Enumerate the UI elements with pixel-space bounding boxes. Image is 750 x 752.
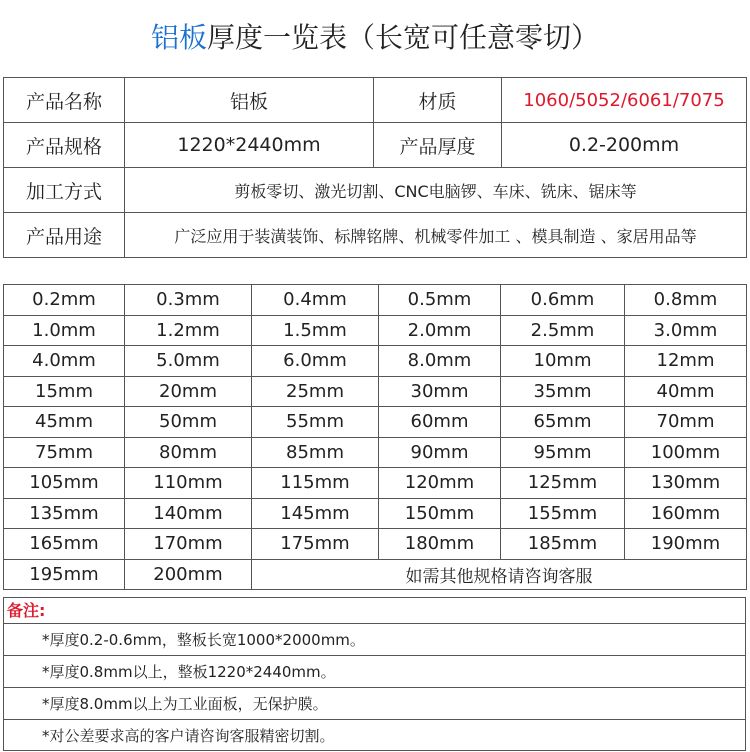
process-label: 加工方式 [4,168,125,213]
thickness-cell: 45mm [4,407,125,438]
thickness-cell: 150mm [379,498,501,529]
thickness-cell: 35mm [501,376,625,407]
title-rest: 厚度一览表（长宽可任意零切） [207,21,600,54]
note-item: *对公差要求高的客户请咨询客服精密切割。 [3,719,746,751]
thickness-value: 0.2-200mm [502,123,747,168]
thickness-cell: 140mm [125,498,252,529]
thickness-cell: 90mm [379,437,501,468]
thickness-cell: 6.0mm [252,346,379,377]
thickness-table-body [4,285,747,560]
thickness-cell: 70mm [625,407,747,438]
thickness-row [4,285,747,316]
thickness-cell: 100mm [625,437,747,468]
thickness-cell: 12mm [625,346,747,377]
thickness-cell: 0.2mm [4,285,125,316]
thickness-cell: 145mm [252,498,379,529]
thickness-cell: 80mm [125,437,252,468]
spec-value: 1220*2440mm [125,123,374,168]
contact-note: 如需其他规格请咨询客服 [252,559,747,590]
usage-label: 产品用途 [4,213,125,258]
thickness-cell: 55mm [252,407,379,438]
product-info-table [3,77,747,258]
thickness-cell: 195mm [4,559,125,590]
note-item: *厚度8.0mm以上为工业面板，无保护膜。 [3,687,746,719]
thickness-cell: 115mm [252,468,379,499]
thickness-row-last [4,559,747,590]
info-row-process [4,168,747,213]
thickness-cell: 50mm [125,407,252,438]
thickness-row [4,498,747,529]
product-name-label: 产品名称 [4,78,125,123]
thickness-cell: 85mm [252,437,379,468]
thickness-cell: 8.0mm [379,346,501,377]
spec-label: 产品规格 [4,123,125,168]
note-item: *厚度0.2-0.6mm，整板长宽1000*2000mm。 [3,623,746,655]
usage-value: 广泛应用于装潢装饰、标牌铭牌、机械零件加工 、模具制造 、家居用品等 [125,213,747,258]
material-label: 材质 [374,78,502,123]
thickness-cell: 170mm [125,529,252,560]
thickness-cell: 125mm [501,468,625,499]
thickness-cell: 60mm [379,407,501,438]
thickness-row [4,529,747,560]
thickness-cell: 75mm [4,437,125,468]
thickness-cell: 110mm [125,468,252,499]
thickness-cell: 0.6mm [501,285,625,316]
page-title [0,18,750,58]
process-value: 剪板零切、激光切割、CNC电脑锣、车床、铣床、锯床等 [125,168,747,213]
thickness-cell: 65mm [501,407,625,438]
title-highlight: 铝板 [150,21,207,54]
note-item: *厚度0.8mm以上，整板1220*2440mm。 [3,655,746,687]
thickness-row [4,315,747,346]
thickness-table [3,284,747,590]
info-row-spec [4,123,747,168]
thickness-cell: 95mm [501,437,625,468]
thickness-row [4,437,747,468]
thickness-cell: 165mm [4,529,125,560]
thickness-cell: 155mm [501,498,625,529]
thickness-cell: 135mm [4,498,125,529]
thickness-cell: 0.3mm [125,285,252,316]
thickness-row [4,376,747,407]
thickness-cell: 40mm [625,376,747,407]
thickness-cell: 0.8mm [625,285,747,316]
thickness-cell: 1.0mm [4,315,125,346]
thickness-cell: 105mm [4,468,125,499]
thickness-cell: 130mm [625,468,747,499]
thickness-cell: 15mm [4,376,125,407]
thickness-cell: 0.5mm [379,285,501,316]
thickness-cell: 185mm [501,529,625,560]
notes-heading: 备注: [3,597,746,623]
thickness-cell: 30mm [379,376,501,407]
thickness-cell: 1.5mm [252,315,379,346]
thickness-cell: 2.5mm [501,315,625,346]
thickness-cell: 5.0mm [125,346,252,377]
thickness-cell: 25mm [252,376,379,407]
thickness-cell: 2.0mm [379,315,501,346]
thickness-cell: 3.0mm [625,315,747,346]
info-row-name [4,78,747,123]
thickness-row [4,346,747,377]
thickness-cell: 1.2mm [125,315,252,346]
product-name-value: 铝板 [125,78,374,123]
thickness-cell: 120mm [379,468,501,499]
material-value: 1060/5052/6061/7075 [502,78,747,123]
thickness-cell: 160mm [625,498,747,529]
info-row-usage [4,213,747,258]
thickness-cell: 200mm [125,559,252,590]
thickness-cell: 175mm [252,529,379,560]
thickness-label: 产品厚度 [374,123,502,168]
thickness-cell: 190mm [625,529,747,560]
thickness-cell: 0.4mm [252,285,379,316]
thickness-row [4,468,747,499]
thickness-cell: 20mm [125,376,252,407]
thickness-cell: 4.0mm [4,346,125,377]
thickness-row [4,407,747,438]
thickness-cell: 180mm [379,529,501,560]
thickness-cell: 10mm [501,346,625,377]
notes-list [3,623,746,751]
